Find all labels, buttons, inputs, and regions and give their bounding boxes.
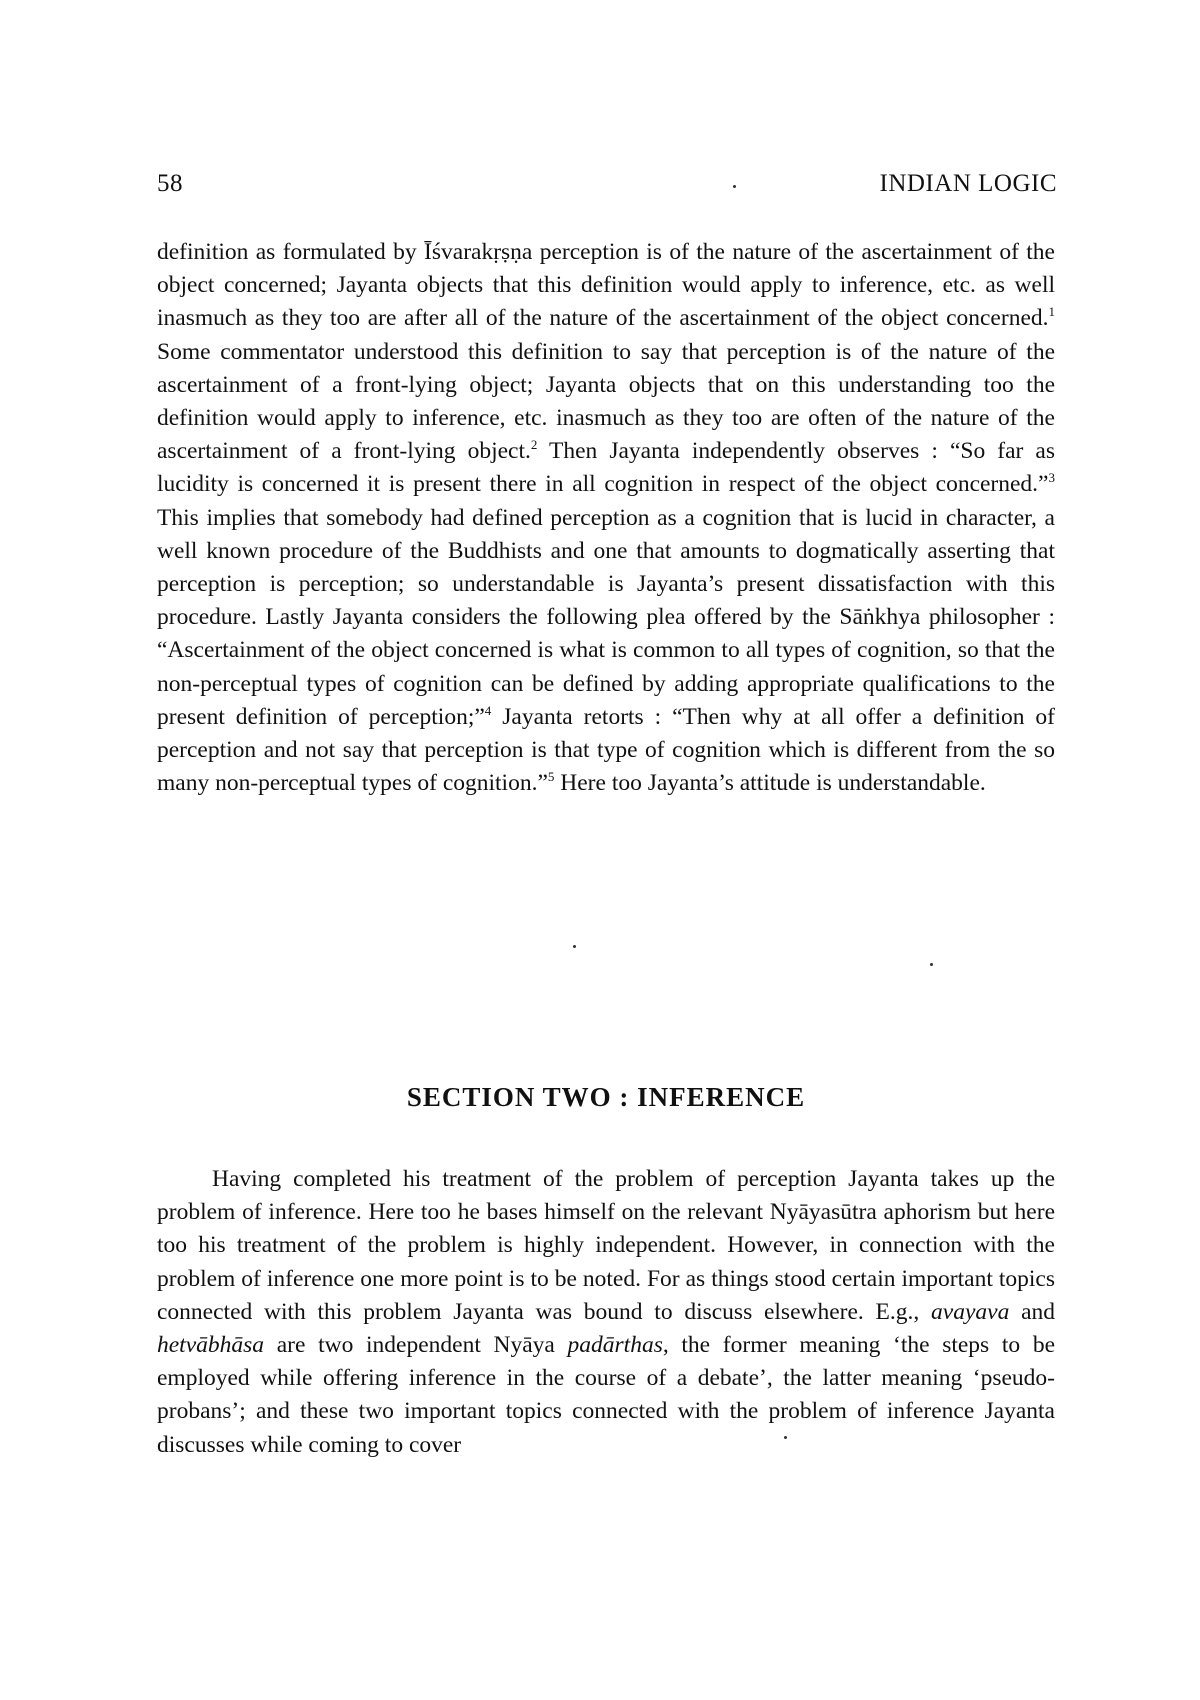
footnote-marker: 3 <box>1048 470 1055 486</box>
text-run: Having completed his treatment of the problem of perception Jayanta takes up the problem of inference. Here too he bases himself on the relevant Nyāyasūtra aphorism but here too his treatment of the problem is highly independent. However, in connection with the problem of inference one more point is to be noted. For as things stood certain important topics connected with this problem Jayanta was bound to discuss elsewhere. E.g., <box>157 1166 1055 1325</box>
text-run: Then Jayanta independently observes : “So far as lucidity is concerned it is present there in all cognition in respect of the object concerned.” <box>157 438 1055 498</box>
text-run: , the former meaning ‘the steps to be employed while offering inference in the course of a debate’, the latter meaning ‘pseudo-probans’; and these two important topics connected with the problem of inference Jayanta discusses while coming to cover <box>157 1332 1055 1458</box>
paragraph-perception-definition <box>157 236 1055 800</box>
text-run: are two independent Nyāya <box>264 1332 568 1359</box>
text-run: Here too Jayanta’s attitude is understandable. <box>554 770 986 797</box>
text-run: Some commentator understood this definition to say that perception is of the nature of the ascertainment of a front-lying object; Jayanta objects that on this understanding too the definition would apply to inference, etc. inasmuch as they too are often of the nature of the ascertainment of a front-lying object. <box>157 338 1055 465</box>
paragraph-inference-intro <box>157 1163 1055 1462</box>
italic-term: avayava <box>931 1298 1010 1325</box>
page-number: 58 <box>157 170 183 197</box>
text-run: This implies that somebody had defined perception as a cognition that is lucid in character, a well known procedure of the Buddhists and one that amounts to dogmatically asserting that perception is perception; so understandable is Jayanta’s present dissatisfaction with this procedure. Lastly Jayanta considers the following plea offered by the Sāṅkhya philosopher : “Ascertainment of the object concerned is what is common to all types of cognition, so that the non-perceptual types of cognition can be defined by adding appropriate qualifications to the present definition of perception;” <box>157 504 1055 730</box>
footnote-marker: 1 <box>1048 304 1055 320</box>
footnote-marker: 5 <box>547 769 555 785</box>
scan-speck <box>733 185 736 188</box>
section-heading: SECTION TWO : INFERENCE <box>406 1082 806 1112</box>
scan-speck <box>573 945 576 948</box>
text-run: and <box>1009 1298 1056 1325</box>
scan-speck <box>784 1436 787 1439</box>
text-run: Jayanta retorts : “Then why at all offer a definition of perception and not say that perception is that type of cognition which is different from the so many non-perceptual types of cognition.” <box>157 703 1055 797</box>
text-run: definition as formulated by Īśvarakṛṣṇa perception is of the nature of the ascertainment of the object concerned; Jayanta objects that this definition would apply to inference, etc. as well inasmuch as they too are after all of the nature of the ascertainment of the object concerned. <box>157 239 1055 332</box>
footnote-marker: 4 <box>484 703 492 719</box>
running-title: INDIAN LOGIC <box>879 170 1057 197</box>
italic-term: padārthas <box>567 1332 663 1359</box>
footnote-marker: 2 <box>530 437 538 453</box>
italic-term: hetvābhāsa <box>157 1332 265 1359</box>
scan-speck <box>930 963 933 966</box>
